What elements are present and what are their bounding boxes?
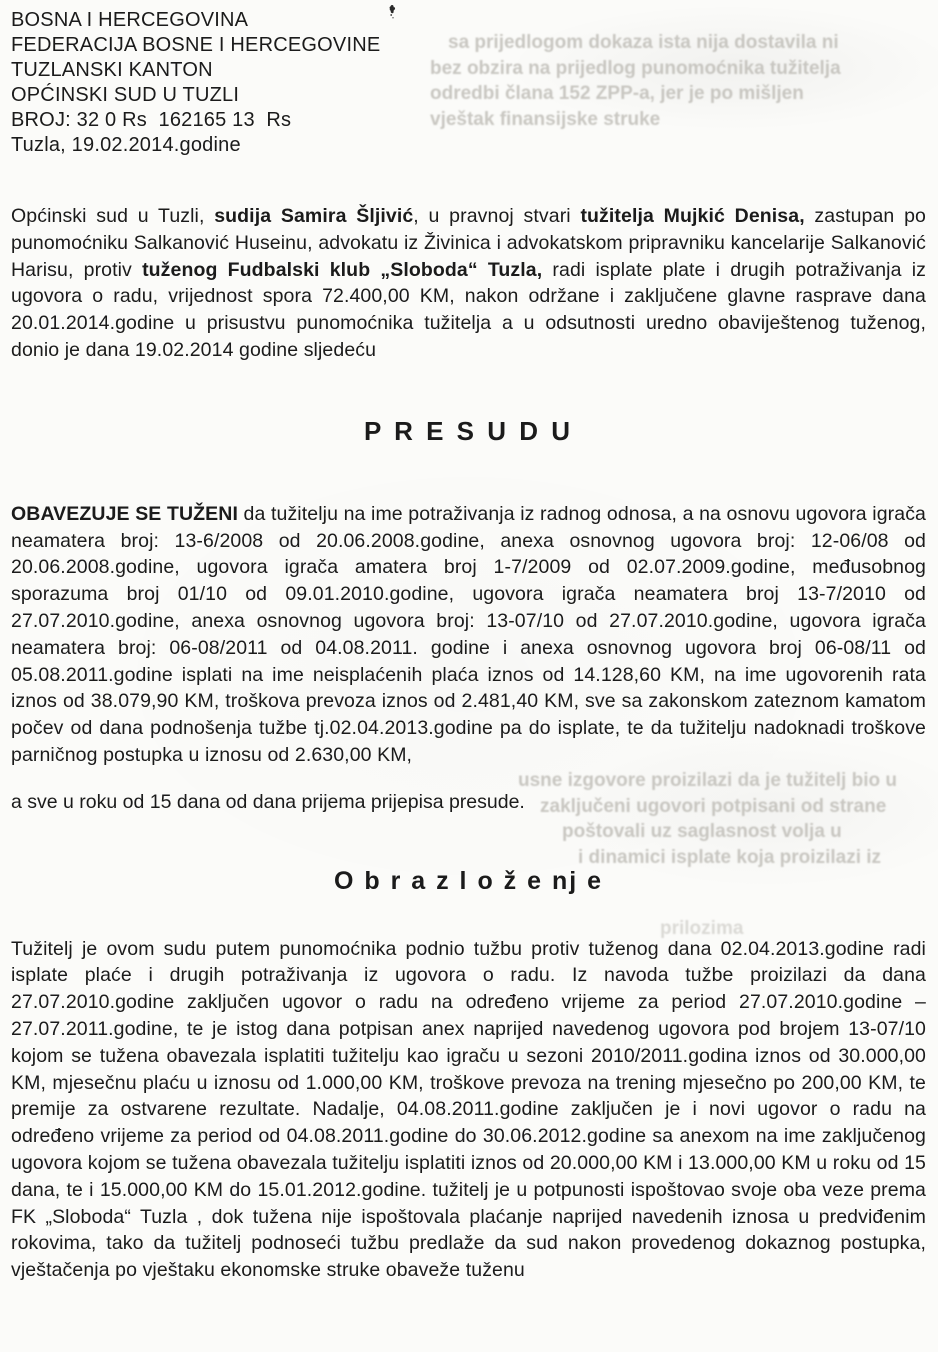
- deadline-line: a sve u roku od 15 dana od dana prijema prijepisa presude.: [11, 790, 525, 813]
- header-line-court: OPĆINSKI SUD U TUZLI: [11, 84, 240, 106]
- text-run: tužitelja Mujkić Denisa,: [580, 205, 805, 227]
- verdict-heading: P R E S U D U: [363, 415, 573, 446]
- text-run: Općinski sud u Tuzli,: [11, 205, 215, 227]
- operative-paragraph: [11, 501, 926, 769]
- text-run: OBAVEZUJE SE TUŽENI: [11, 502, 238, 525]
- ink-speck-icon: [386, 4, 398, 26]
- court-header: [11, 8, 926, 158]
- text-run: radi isplate plate i drugih potraživanja iz ugovora o radu, vrijednost spora 72.400,00 KM, nakon održane i zaključene glavne rasprave dana 20.01.2014.godine u prisustvu punomoćnika tužitelja a u odsutnosti uredno obaviještenog tuženog, donio je dana 19.02.2014 godine sljedeću: [11, 258, 926, 361]
- reasoning-paragraph: Tužitelj je ovom sudu putem punomoćnika podnio tužbu protiv tuženog dana 02.04.2013.godine radi isplate plaće i drugih potraživanja iz ugovora o radu. Iz navoda tužbe proizilazi da dana 27.07.2010.godine zaključen ugovor o radu na određeno vrijeme za period 27.07.2010.godine – 27.07.2011.godine, te je istog dana potpisan anex naprijed navedenog ugovora pod brojem 13-07/10 kojom se tužena obavezala isplatiti tužitelju kao igraču u sezoni 2010/2011.godina iznos od 30.000,00 KM, mjesečnu plaću u iznosu od 1.000,00 KM, troškove prevoza na trening mjesečno po 200,00 KM, te premije za ostvarene rezultate. Nadalje, 04.08.2011.godine zaključen je i novi ugovor o radu na određeno vrijeme za period od 04.08.2011.godine do 30.06.2012.godine sa anexom na ime zaključenog ugovora kojom se tužena obavezala tužitelju isplatiti iznos od 20.000,00 KM i 13.000,00 KM u roku od 15 dana, te i 15.000,00 KM do 15.01.2012.godine. tužitelj je u potpunosti ispoštovao svoje oba veze prema FK „Sloboda“ Tuzla , dok tužena nije ispoštovala plaćanje naprijed navedenih iznosa u predviđenim rokovima, tako da tužitelj podnoseći tužbu predlaže da sud nakon provedenog dokaznog postupka, vještačenja po vještaku ekonomske struke obaveže tuženu: [11, 937, 926, 1282]
- bleedthrough-line: i dinamici isplate koja proizilazi iz: [578, 846, 882, 868]
- bleedthrough-line: zaključeni ugovori potpisani od strane: [540, 795, 887, 817]
- text-run: sudija Samira Šljivić: [214, 205, 414, 227]
- bleedthrough-line: vještak finansijske struke: [430, 108, 661, 130]
- bleedthrough-line: bez obzira na prijedlog punomoćnika tužitelja: [430, 57, 841, 79]
- bleedthrough-line: prilozima: [660, 918, 744, 939]
- text-run: tuženog Fudbalski klub „Sloboda“ Tuzla,: [142, 258, 543, 281]
- header-line-place-date: Tuzla, 19.02.2014.godine: [11, 134, 241, 156]
- intro-paragraph: [11, 203, 926, 364]
- text-run: da tužitelju na ime potraživanja iz radnog odnosa, a na osnovu ugovora igrača neamatera broj: 13-6/2008 od 20.06.2008.godine, anexa osnovnog ugovora broj: 12-06/08 od 20.06.2008.godine, ugovora igrača amatera broj 1-7/2009 od 02.07.2009.godine, međusobnog sporazuma broj 01/10 od 09.01.2010.godine, ugovora igrača neamatera broj 13-7/2010 od 27.07.2010.godine, anexa osnovnog ugovora broj: 13-07/10 od 27.07.2010.godine, ugovora igrača neamatera broj: 06-08/2011 od 04.08.2011. godine i anexa osnovnog ugovora broj 06-08/11 od 05.08.2011.godine isplati na ime neisplaćenih plaća iznos od 14.128,60 KM, na ime ugovorenih rata iznos od 38.079,90 KM, troškova prevoza iznos od 2.481,40 KM, sve sa zakonskom zateznom kamatom počev od dana podnošenja tužbe tj.02.04.2013.godine pa do isplate, te da tužitelju nadoknadi troškove parničnog postupka u iznosu od 2.630,00 KM,: [11, 502, 926, 766]
- bleedthrough-line: odredbi člana 152 ZPP-a, jer je po mišljen: [430, 83, 804, 104]
- bleedthrough-line: sa prijedlogom dokaza ista nija dostavila ni: [448, 32, 839, 53]
- text-run: zastupan po punomoćniku Salkanović Huseinu, advokatu iz Živinica i advokatskom pripravniku kancelarije Salkanović Harisu, protiv: [11, 205, 926, 281]
- header-line-country: BOSNA I HERCEGOVINA: [11, 9, 249, 31]
- text-run: , u pravnoj stvari: [413, 205, 581, 227]
- bleedthrough-line: poštovali uz saglasnost volja u: [562, 821, 842, 842]
- header-line-case-number: BROJ: 32 0 Rs 162165 13 Rs: [11, 109, 292, 131]
- header-line-federation: FEDERACIJA BOSNE I HERCEGOVINE: [11, 34, 381, 56]
- reasoning-heading: O b r a z l o ž e nj e: [333, 866, 604, 895]
- header-line-canton: TUZLANSKI KANTON: [11, 59, 213, 81]
- bleedthrough-line: usne izgovore proizilazi da je tužitelj bio u: [518, 770, 897, 791]
